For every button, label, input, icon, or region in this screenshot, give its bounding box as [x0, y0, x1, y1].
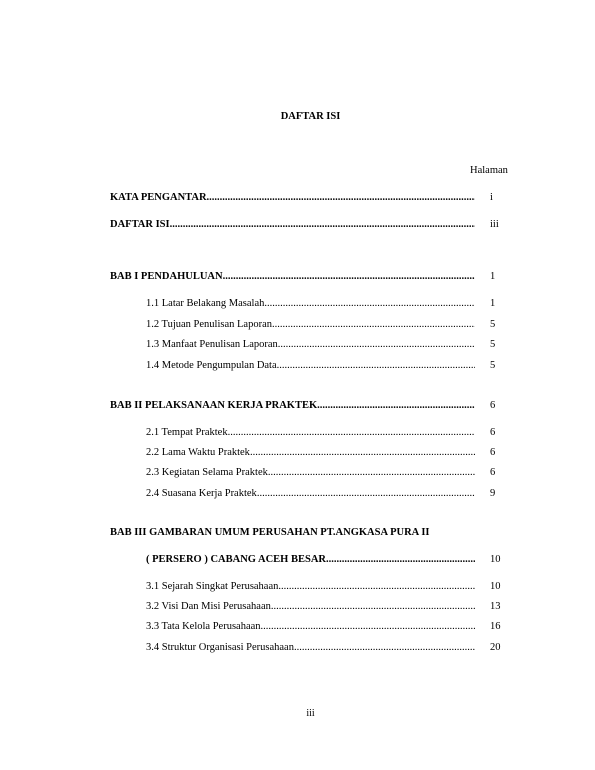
dot-leader [250, 446, 475, 460]
toc-entry-label: 3.1 Sejarah Singkat Perusahaan [146, 581, 279, 592]
dot-leader [207, 191, 475, 205]
toc-entry-1-4[interactable] [146, 359, 475, 373]
dot-leader [170, 218, 475, 232]
toc-entry-kata-pengantar[interactable] [110, 191, 475, 205]
toc-entry-3-4[interactable] [146, 641, 475, 655]
dot-leader [278, 580, 475, 594]
toc-entry-bab-1[interactable] [110, 270, 475, 284]
toc-entry-page: 6 [490, 447, 496, 458]
dot-leader [261, 620, 475, 634]
toc-entry-page: i [490, 192, 493, 203]
dot-leader [268, 466, 475, 480]
dot-leader [271, 600, 475, 614]
toc-entry-bab-3-heading[interactable]: BAB III GAMBARAN UMUM PERUSAHAN PT.ANGKASA PURA II [110, 527, 430, 538]
toc-entry-label: 2.4 Suasana Kerja Praktek [146, 488, 257, 499]
dot-leader [223, 270, 475, 284]
toc-entry-page: 6 [490, 467, 496, 478]
toc-entry-2-2[interactable] [146, 446, 475, 460]
footer-page-number: iii [306, 708, 315, 719]
toc-entry-label: ( PERSERO ) CABANG ACEH BESAR [146, 554, 326, 565]
dot-leader [278, 338, 475, 352]
dot-leader [277, 359, 475, 373]
toc-entry-page: 10 [490, 581, 501, 592]
dot-leader [264, 297, 475, 311]
dot-leader [317, 399, 475, 413]
page-column-header: Halaman [470, 165, 508, 176]
toc-entry-label: DAFTAR ISI [110, 219, 170, 230]
toc-entry-label: 1.4 Metode Pengumpulan Data [146, 360, 277, 371]
toc-entry-page: 20 [490, 642, 501, 653]
toc-entry-page: 5 [490, 360, 496, 371]
toc-entry-label: 2.3 Kegiatan Selama Praktek [146, 467, 268, 478]
toc-entry-bab-3[interactable] [146, 553, 475, 567]
toc-entry-1-1[interactable] [146, 297, 475, 311]
toc-entry-label: 3.4 Struktur Organisasi Perusahaan [146, 642, 294, 653]
toc-entry-page: 5 [490, 339, 496, 350]
dot-leader [228, 426, 475, 440]
toc-entry-page: 16 [490, 621, 501, 632]
toc-entry-label: 3.3 Tata Kelola Perusahaan [146, 621, 261, 632]
toc-entry-page: 1 [490, 271, 496, 282]
toc-entry-page: iii [490, 219, 499, 230]
toc-entry-1-3[interactable] [146, 338, 475, 352]
toc-entry-page: 6 [490, 427, 496, 438]
dot-leader [326, 553, 475, 567]
toc-entry-page: 6 [490, 400, 496, 411]
toc-entry-label: 1.2 Tujuan Penulisan Laporan [146, 319, 272, 330]
toc-entry-label: KATA PENGANTAR [110, 192, 207, 203]
toc-entry-label: BAB I PENDAHULUAN [110, 271, 223, 282]
toc-entry-page: 10 [490, 554, 501, 565]
toc-entry-2-1[interactable] [146, 426, 475, 440]
toc-entry-1-2[interactable] [146, 318, 475, 332]
toc-entry-2-3[interactable] [146, 466, 475, 480]
toc-entry-3-1[interactable] [146, 580, 475, 594]
toc-entry-label: 3.2 Visi Dan Misi Perusahaan [146, 601, 271, 612]
toc-entry-page: 13 [490, 601, 501, 612]
toc-entry-bab-2[interactable] [110, 399, 475, 413]
toc-entry-label: 2.1 Tempat Praktek [146, 427, 228, 438]
toc-entry-label: 1.1 Latar Belakang Masalah [146, 298, 265, 309]
toc-entry-page: 9 [490, 488, 496, 499]
toc-entry-label: 1.3 Manfaat Penulisan Laporan [146, 339, 278, 350]
toc-entry-3-3[interactable] [146, 620, 475, 634]
toc-entry-daftar-isi[interactable] [110, 218, 475, 232]
toc-entry-page: 5 [490, 319, 496, 330]
toc-entry-2-4[interactable] [146, 487, 475, 501]
toc-entry-3-2[interactable] [146, 600, 475, 614]
toc-entry-page: 1 [490, 298, 496, 309]
page-title: DAFTAR ISI [280, 111, 341, 122]
dot-leader [294, 641, 475, 655]
toc-entry-label: 2.2 Lama Waktu Praktek [146, 447, 250, 458]
toc-entry-label: BAB II PELAKSANAAN KERJA PRAKTEK [110, 400, 318, 411]
dot-leader [272, 318, 475, 332]
dot-leader [257, 487, 475, 501]
